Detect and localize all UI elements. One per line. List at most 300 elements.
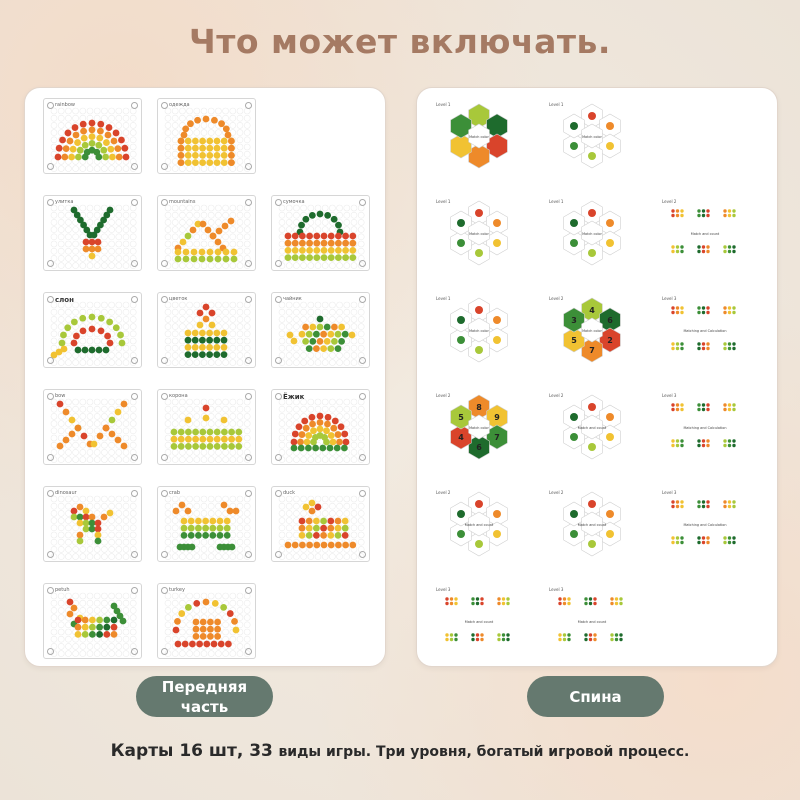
pattern-card-label: duck: [283, 490, 295, 496]
hex-number: 4: [458, 433, 464, 442]
bead-dot: [121, 401, 128, 408]
game-card-hex-animals: [431, 195, 528, 269]
card-corner-hole: [161, 648, 168, 655]
count-dot: [558, 633, 561, 636]
bead-dot: [309, 338, 316, 345]
count-dot: [610, 633, 613, 636]
count-dot: [680, 342, 683, 345]
bead-dot: [193, 626, 200, 633]
game-card-level: Level 1: [549, 102, 564, 107]
game-card-level: Level 1: [436, 102, 451, 107]
card-corner-hole: [131, 648, 138, 655]
bead-dot: [59, 340, 66, 347]
bead-dot: [71, 514, 78, 521]
bead-dot: [313, 345, 320, 352]
bead-dot: [115, 437, 122, 444]
bead-dot: [227, 610, 234, 617]
count-dot: [676, 250, 679, 253]
bead-dot: [303, 425, 310, 432]
bead-dot: [299, 247, 306, 254]
count-dot: [584, 597, 587, 600]
bead-dot: [185, 159, 192, 166]
bead-dot: [325, 414, 332, 421]
bead-dot: [192, 344, 199, 351]
count-dot: [697, 209, 700, 212]
count-dot: [471, 602, 474, 605]
pattern-card-label: rainbow: [55, 102, 75, 108]
pattern-card-art: [44, 390, 141, 464]
count-dot: [728, 214, 731, 217]
bead-dot: [302, 216, 309, 223]
bead-dot: [113, 130, 120, 137]
bead-dot: [60, 332, 67, 339]
hex-number: 5: [571, 336, 577, 345]
bead-dot: [89, 624, 96, 631]
game-card-dots-calc: [657, 292, 754, 366]
bead-dot: [313, 525, 320, 532]
bead-dot: [63, 409, 70, 416]
card-corner-hole: [131, 163, 138, 170]
bead-dot: [302, 338, 309, 345]
pattern-card-art: [272, 293, 369, 367]
bead-dot: [200, 626, 207, 633]
count-dot: [697, 347, 700, 350]
card-corner-hole: [275, 260, 282, 267]
bead-dot: [199, 443, 206, 450]
count-dot: [723, 536, 726, 539]
bead-dot: [214, 626, 221, 633]
count-dot: [702, 342, 705, 345]
bead-dot: [342, 518, 349, 525]
count-dot: [676, 214, 679, 217]
bead-dot: [98, 327, 105, 334]
pattern-card-label: улитка: [55, 199, 74, 205]
pattern-card-mountain: [157, 195, 256, 271]
count-dot: [697, 403, 700, 406]
bead-dot: [321, 240, 328, 247]
back-side-button[interactable]: [527, 676, 664, 717]
count-dot: [671, 403, 674, 406]
bead-dot: [285, 542, 292, 549]
bead-dot: [213, 351, 220, 358]
count-dot: [445, 597, 448, 600]
bead-dot: [67, 611, 74, 618]
hex-number: 3: [571, 316, 577, 325]
bead-dot: [96, 347, 103, 354]
hex-picture-icon: [606, 239, 614, 247]
bead-dot: [321, 254, 328, 261]
bead-dot: [195, 525, 202, 532]
bead-dot: [195, 532, 202, 539]
bead-dot: [349, 332, 356, 339]
bead-dot: [189, 544, 196, 551]
count-dot: [728, 444, 731, 447]
count-dot: [702, 311, 705, 314]
count-dot: [732, 306, 735, 309]
bead-dot: [118, 137, 125, 144]
game-card-caption: Match color: [469, 329, 489, 333]
bead-dot: [235, 429, 242, 436]
count-dot: [497, 597, 500, 600]
front-side-button[interactable]: [136, 676, 273, 717]
bead-dot: [306, 247, 313, 254]
bead-dot: [328, 254, 335, 261]
card-corner-hole: [161, 454, 168, 461]
hex-number: 7: [494, 433, 500, 442]
page-title: Что может включать.: [189, 22, 611, 61]
count-dot: [732, 342, 735, 345]
bead-dot: [188, 518, 195, 525]
count-dot: [723, 505, 726, 508]
count-dot: [497, 633, 500, 636]
bead-dot: [67, 599, 74, 606]
bead-dot: [335, 233, 342, 240]
bead-dot: [95, 154, 102, 161]
count-dot: [697, 245, 700, 248]
game-card-art: [544, 583, 641, 657]
bead-dot: [67, 138, 74, 145]
bead-dot: [206, 138, 213, 145]
bead-dot: [173, 627, 180, 634]
hex-picture-icon: [493, 316, 501, 324]
bead-dot: [80, 128, 87, 135]
count-dot: [728, 500, 731, 503]
bead-dot: [89, 631, 96, 638]
bead-dot: [309, 324, 316, 331]
count-dot: [706, 403, 709, 406]
pattern-card-art: [272, 390, 369, 464]
bead-dot: [181, 132, 188, 139]
bead-dot: [192, 145, 199, 152]
pattern-card-label: petuh: [55, 587, 70, 593]
bead-dot: [185, 436, 192, 443]
pattern-card-label: цветок: [169, 296, 188, 302]
game-card-caption: Match color: [469, 232, 489, 236]
count-dot: [676, 347, 679, 350]
pattern-card-elephant: [43, 292, 142, 368]
card-corner-hole: [47, 199, 54, 206]
bead-dot: [228, 218, 235, 225]
count-dot: [497, 638, 500, 641]
bead-dot: [202, 532, 209, 539]
count-dot: [502, 602, 505, 605]
bead-dot: [306, 345, 313, 352]
bead-dot: [178, 152, 185, 159]
count-dot: [680, 500, 683, 503]
hex-picture-icon: [606, 142, 614, 150]
bead-dot: [306, 542, 313, 549]
count-dot: [706, 342, 709, 345]
game-card-caption: Match and count: [464, 620, 494, 624]
bead-dot: [207, 443, 214, 450]
card-corner-hole: [161, 260, 168, 267]
bead-dot: [192, 138, 199, 145]
bead-dot: [82, 142, 89, 149]
card-corner-hole: [359, 490, 366, 497]
hex-picture-icon: [457, 510, 465, 518]
bead-dot: [96, 624, 103, 631]
bead-dot: [342, 233, 349, 240]
bead-dot: [89, 120, 96, 127]
bead-dot: [224, 525, 231, 532]
bead-dot: [200, 221, 207, 228]
game-card-art: [544, 486, 641, 560]
bead-dot: [59, 137, 66, 144]
bead-dot: [231, 249, 238, 256]
bead-dot: [101, 514, 108, 521]
bead-dot: [285, 247, 292, 254]
bead-dot: [111, 631, 118, 638]
count-dot: [676, 408, 679, 411]
bead-dot: [222, 223, 229, 230]
hex-picture-icon: [493, 510, 501, 518]
count-dot: [454, 602, 457, 605]
hex-picture-icon: [493, 336, 501, 344]
count-dot: [723, 209, 726, 212]
count-dot: [558, 638, 561, 641]
hex-picture-icon: [457, 316, 465, 324]
bead-dot: [342, 240, 349, 247]
bead-dot: [338, 338, 345, 345]
bead-dot: [221, 351, 228, 358]
bead-dot: [199, 337, 206, 344]
bead-dot: [342, 542, 349, 549]
count-dot: [697, 214, 700, 217]
game-card-caption: Match and count: [464, 523, 494, 527]
count-dot: [506, 633, 509, 636]
count-dot: [450, 602, 453, 605]
bead-dot: [221, 429, 228, 436]
count-dot: [702, 408, 705, 411]
bead-dot: [349, 247, 356, 254]
bead-dot: [182, 125, 189, 132]
game-card-art: [544, 98, 641, 172]
game-card-art: [431, 486, 528, 560]
bead-dot: [206, 159, 213, 166]
bead-dot: [199, 330, 206, 337]
bead-dot: [188, 532, 195, 539]
pattern-card-basket: [271, 195, 370, 271]
bead-dot: [77, 147, 84, 154]
pattern-card-teapot: [271, 292, 370, 368]
bead-dot: [193, 619, 200, 626]
pattern-card-label: корона: [169, 393, 188, 399]
bead-dot: [342, 247, 349, 254]
bead-dot: [324, 338, 331, 345]
bead-dot: [292, 254, 299, 261]
count-dot: [584, 638, 587, 641]
bead-dot: [202, 518, 209, 525]
card-corner-hole: [245, 587, 252, 594]
count-dot: [563, 597, 566, 600]
bead-dot: [215, 256, 222, 263]
bead-dot: [83, 508, 90, 515]
hex-picture-icon: [570, 239, 578, 247]
bead-dot: [215, 239, 222, 246]
bead-dot: [95, 526, 102, 533]
bead-dot: [231, 256, 238, 263]
count-dot: [728, 439, 731, 442]
game-card-art: [544, 389, 641, 463]
hex-picture-icon: [475, 249, 483, 257]
hex-number: 9: [494, 413, 500, 422]
count-dot: [697, 342, 700, 345]
bead-dot: [189, 641, 196, 648]
bead-dot: [199, 436, 206, 443]
game-card-level: Level 1: [436, 199, 451, 204]
count-dot: [702, 541, 705, 544]
count-dot: [723, 403, 726, 406]
footer-count-text: Карты 16 шт, 33: [110, 741, 273, 761]
bead-dot: [317, 324, 324, 331]
bead-dot: [327, 445, 334, 452]
pattern-card-art: [158, 196, 255, 270]
count-dot: [706, 306, 709, 309]
bead-dot: [214, 429, 221, 436]
bead-dot: [317, 211, 324, 218]
bead-dot: [77, 532, 84, 539]
bead-dot: [328, 247, 335, 254]
count-dot: [454, 638, 457, 641]
bead-dot: [299, 532, 306, 539]
count-dot: [728, 342, 731, 345]
hex-picture-icon: [606, 433, 614, 441]
count-dot: [558, 602, 561, 605]
card-corner-hole: [47, 648, 54, 655]
bead-dot: [302, 324, 309, 331]
count-dot: [680, 306, 683, 309]
bead-dot: [213, 337, 220, 344]
game-card-art: [657, 292, 754, 366]
bead-dot: [199, 351, 206, 358]
count-dot: [697, 439, 700, 442]
hex-picture-icon: [588, 112, 596, 120]
hex-number: 8: [476, 403, 482, 412]
count-dot: [702, 214, 705, 217]
bead-dot: [224, 518, 231, 525]
bead-dot: [199, 138, 206, 145]
count-dot: [706, 209, 709, 212]
card-corner-hole: [245, 454, 252, 461]
count-dot: [680, 311, 683, 314]
bead-dot: [221, 344, 228, 351]
bead-dot: [178, 436, 185, 443]
card-corner-hole: [47, 296, 54, 303]
bead-dot: [70, 146, 77, 153]
bead-dot: [324, 324, 331, 331]
bead-dot: [210, 233, 217, 240]
count-dot: [732, 311, 735, 314]
bead-dot: [214, 633, 221, 640]
card-corner-hole: [131, 551, 138, 558]
bead-dot: [320, 532, 327, 539]
bead-dot: [83, 514, 90, 521]
card-corner-hole: [47, 587, 54, 594]
count-dot: [702, 347, 705, 350]
count-dot: [732, 444, 735, 447]
bead-dot: [111, 624, 118, 631]
count-dot: [619, 597, 622, 600]
bead-dot: [61, 346, 68, 353]
bead-dot: [190, 227, 197, 234]
bead-dot: [113, 324, 120, 331]
hex-picture-icon: [588, 403, 596, 411]
bead-dot: [335, 345, 342, 352]
hex-picture-icon: [570, 433, 578, 441]
bead-dot: [228, 443, 235, 450]
game-card-level: Level 2: [436, 490, 451, 495]
hex-picture-icon: [475, 209, 483, 217]
game-card-dots: [431, 583, 528, 657]
bead-dot: [341, 431, 348, 438]
game-card-level: Level 2: [549, 490, 564, 495]
bead-dot: [89, 326, 96, 333]
bead-dot: [343, 439, 350, 446]
bead-dot: [103, 631, 110, 638]
bead-dot: [192, 429, 199, 436]
count-dot: [680, 541, 683, 544]
game-card-hex-count: [544, 389, 641, 463]
bead-dot: [335, 222, 342, 229]
bead-dot: [71, 319, 78, 326]
bead-dot: [207, 626, 214, 633]
bead-dot: [192, 443, 199, 450]
card-corner-hole: [47, 393, 54, 400]
card-corner-hole: [245, 102, 252, 109]
count-dot: [676, 311, 679, 314]
pattern-card-art: [272, 487, 369, 561]
count-dot: [619, 633, 622, 636]
bead-dot: [69, 431, 76, 438]
bead-dot: [203, 116, 210, 123]
bead-dot: [213, 330, 220, 337]
bead-dot: [217, 532, 224, 539]
card-corner-hole: [275, 357, 282, 364]
bead-dot: [309, 500, 316, 507]
pattern-card-label: bow: [55, 393, 66, 399]
card-corner-hole: [47, 260, 54, 267]
bead-dot: [206, 330, 213, 337]
game-card-caption: Match color: [582, 232, 602, 236]
pattern-card-label: сумочка: [283, 199, 305, 205]
count-dot: [676, 306, 679, 309]
pattern-card-flower: [157, 292, 256, 368]
bead-dot: [338, 324, 345, 331]
count-dot: [506, 597, 509, 600]
card-corner-hole: [47, 490, 54, 497]
bead-dot: [89, 526, 96, 533]
bead-dot: [217, 518, 224, 525]
count-dot: [723, 306, 726, 309]
bead-dot: [292, 247, 299, 254]
count-dot: [471, 638, 474, 641]
bead-dot: [328, 240, 335, 247]
pattern-card-art: [158, 584, 255, 658]
count-dot: [680, 439, 683, 442]
count-dot: [619, 638, 622, 641]
bead-dot: [119, 340, 126, 347]
count-dot: [589, 638, 592, 641]
hex-picture-icon: [570, 219, 578, 227]
bead-dot: [213, 344, 220, 351]
bead-dot: [306, 254, 313, 261]
count-dot: [593, 633, 596, 636]
count-dot: [619, 602, 622, 605]
bead-dot: [107, 146, 114, 153]
count-dot: [732, 541, 735, 544]
bead-dot: [207, 619, 214, 626]
bead-dot: [109, 417, 116, 424]
